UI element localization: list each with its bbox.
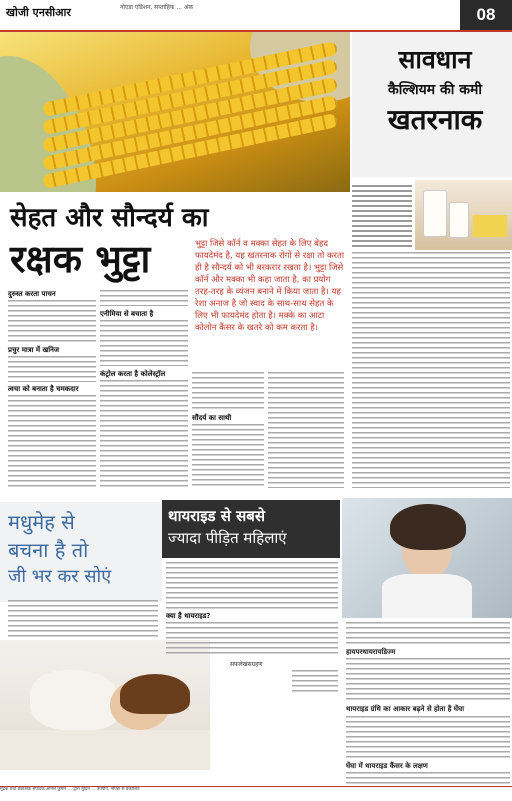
brand-name: खोजी एनसीआर <box>6 6 71 19</box>
woman-photo <box>342 498 512 618</box>
corn-col-2-text-3 <box>100 380 188 488</box>
corn-subhead-4: एनीमिया से बचाता है <box>100 310 154 318</box>
corn-subhead-5: कंट्रोल करता है कोलेस्ट्रॉल <box>100 370 166 378</box>
thyroid-sidebar-text-4 <box>346 772 510 784</box>
corn-subhead-3: त्वचा को बनाता है चमकदार <box>8 385 79 393</box>
thyroid-byline-text <box>292 670 338 694</box>
calcium-article-column-1 <box>352 182 412 250</box>
thyroid-sidebar-text-2 <box>346 658 510 702</box>
page-footer: मुद्रक तथा प्रकाशक संपादक अनिल कुमार ... द्वारा मुद्रित ... उपयोग, नोएडा से प्रकाशित <box>0 786 512 801</box>
sleeping-woman-photo <box>0 640 210 770</box>
thyroid-sidebar-head-1: हायपरथायरायडिज्म <box>346 648 396 656</box>
corn-photo <box>0 32 350 192</box>
corn-subhead-1: दुरुस्त करता पाचन <box>8 290 56 298</box>
corn-col-1-text <box>8 300 96 342</box>
thyroid-headline-line2: ज्यादा पीड़ित महिलाएं <box>168 529 287 547</box>
corn-col-2-text-2 <box>100 320 188 366</box>
corn-col-2-text <box>100 290 188 306</box>
diabetes-headline-line2: बचना है तो <box>8 538 89 562</box>
corn-subhead-6: सौंदर्य का साथी <box>192 414 232 422</box>
thyroid-article-text <box>166 562 338 610</box>
thyroid-article-text-2 <box>166 622 338 656</box>
thyroid-headline-line1: थायराइड से सबसे <box>168 507 266 525</box>
diabetes-headline-line1: मधुमेह से <box>8 510 75 534</box>
diabetes-article-text <box>8 600 158 640</box>
corn-col-3-text-2 <box>192 424 264 488</box>
thyroid-sidebar-text-3 <box>346 716 510 760</box>
thyroid-source: सफलेखसग्रहण <box>230 661 263 668</box>
calcium-title-line3: खतरनाक <box>387 103 483 136</box>
corn-col-1-text-2 <box>8 356 96 382</box>
dairy-photo <box>415 180 512 250</box>
corn-pullquote: भुट्टा जिसे कॉर्न व मक्का सेहत के लिए बेहद फायदेमंद है, यह खतरनाक रोगों से रक्षा तो करता ही है सौन्दर्य को भी बरकरार रखता है। भुट्टा जिसे कॉर्न और मक्का भी कहा जाता है, का प्रयोग तरह-तरह के व्यंजन बनाने में किया जाता है। यह रेशा अनाज है जो स्वाद के साथ-साथ सेहत के लिए भी फायदेमंद होता है। मक्के का आटा कोलोन कैंसर के खतरे को कम करता है। <box>195 239 345 333</box>
thyroid-sidebar-head-2: थायराइड ग्रंथि का आकार बढ़ने से होता है घेंघा <box>346 705 465 713</box>
thyroid-sidebar-head-3: घेंघा में थायराइड कैंसर के लक्षण <box>346 762 428 770</box>
corn-col-3-text <box>192 372 264 412</box>
calcium-article-column-2 <box>352 252 510 488</box>
issue-line: नोएडा एडिशन, सप्ताहिक ... अंक <box>120 4 194 11</box>
corn-headline-line2: रक्षक भुट्टा <box>10 237 151 281</box>
page-number: 08 <box>460 0 512 30</box>
calcium-title-line1: सावधान <box>398 45 472 74</box>
thyroid-subhead: क्या है थायराइड? <box>166 612 211 620</box>
calcium-title-line2: कैल्शियम की कमी <box>388 82 482 98</box>
corn-subhead-2: प्रचुर मात्रा में खनिज <box>8 346 60 354</box>
thyroid-sidebar-text-1 <box>346 622 510 646</box>
corn-headline-line1: सेहत और सौन्दर्य का <box>10 203 209 233</box>
corn-col-4-text <box>268 372 344 488</box>
diabetes-headline-line3: जी भर कर सोएं <box>8 566 112 587</box>
corn-col-1-text-3 <box>8 395 96 489</box>
